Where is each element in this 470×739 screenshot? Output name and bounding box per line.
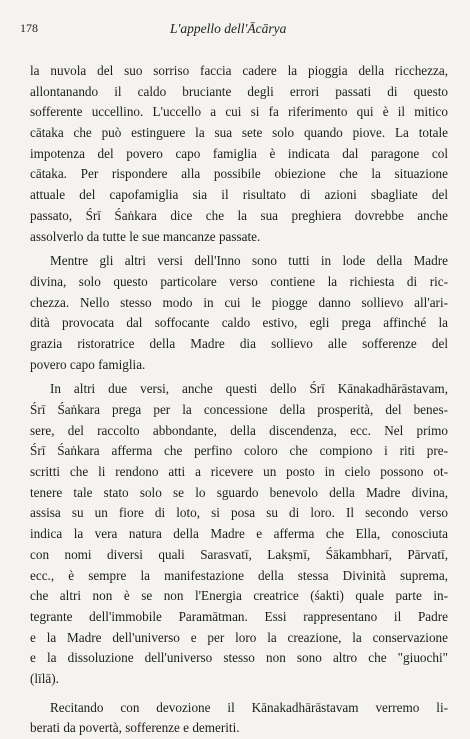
running-head bbox=[20, 21, 444, 39]
text-line: (līlā). bbox=[30, 670, 59, 686]
text-line: Mentre gli altri versi dell'Inno sono tutti in lode della Madre bbox=[50, 253, 448, 269]
text-line: assisa su un fiore di loto, si posa su di loro. Il secondo verso bbox=[30, 505, 448, 521]
text-line: tegrante dell'immobile Paramātman. Essi rappresentano il Padre bbox=[30, 608, 448, 624]
text-line: attuale del capofamiglia sia il risultato di azioni sbagliate del bbox=[30, 187, 448, 203]
body-text bbox=[30, 61, 448, 739]
text-line: grazia ristoratrice della Madre dia sollievo alle sofferenze del bbox=[30, 335, 448, 351]
text-line: chezza. Nello stesso modo in cui le piogge danno sollievo all'ari- bbox=[30, 294, 448, 310]
text-line: Recitando con devozione il Kānakadhārāstavam verremo li- bbox=[50, 699, 448, 715]
text-line: Śrī Śaṅkara afferma che perfino coloro che compiono i riti pre- bbox=[30, 443, 448, 459]
text-line: indica la vera natura della Madre e afferma che Ella, conosciuta bbox=[30, 526, 448, 542]
text-line: e la dissoluzione dell'universo stesso non sono altro che "giuochi" bbox=[30, 650, 448, 666]
text-line: berati da povertà, sofferenze e demeriti. bbox=[30, 720, 240, 736]
text-line: impotenza del povero capo famiglia è indicata dal paragone col bbox=[30, 145, 448, 161]
text-line: sofferente uccellino. L'uccello a cui si fa riferimento qui è il mitico bbox=[30, 104, 448, 120]
text-line: allontanando il caldo bruciante degli errori passati di questo bbox=[30, 83, 448, 99]
text-line: tenere tale stato solo se lo sguardo benevolo della Madre divina, bbox=[30, 484, 448, 500]
page-number: 178 bbox=[20, 21, 38, 35]
paragraph-1 bbox=[30, 61, 448, 247]
paragraph-3 bbox=[30, 379, 448, 689]
text-line: cātaka. Per rispondere alla possibile obiezione che la situazione bbox=[30, 166, 448, 182]
text-line: che altri non è se non l'Energia creatrice (śakti) quale parte in- bbox=[30, 588, 448, 604]
text-line: cātaka che può estinguere la sua sete solo quando piove. La totale bbox=[30, 125, 448, 141]
text-line: povero capo famiglia. bbox=[30, 356, 146, 372]
text-line: con nomi diversi quali Sarasvatī, Lakṣmī, Śākambharī, Pārvatī, bbox=[30, 546, 448, 562]
text-line: la nuvola del suo sorriso faccia cadere la pioggia della ricchezza, bbox=[30, 63, 448, 78]
text-line: dità provocata dal soffocante caldo estivo, egli prega affinché la bbox=[30, 315, 448, 331]
text-line: passato, Śrī Śaṅkara dice che la sua preghiera dovrebbe anche bbox=[30, 207, 448, 223]
text-line: scritti che li rendono atti a ricevere un posto in cielo possono ot- bbox=[30, 464, 448, 480]
text-line: Śrī Śaṅkara prega per la concessione della prosperità, del benes- bbox=[30, 402, 448, 417]
text-line: In altri due versi, anche questi dello Śrī Kānakadhārāstavam, bbox=[50, 381, 448, 397]
text-line: divina, solo questo particolare verso contiene la richiesta di ric- bbox=[30, 273, 448, 289]
running-title: L'appello dell'Ācārya bbox=[170, 21, 287, 36]
text-line: e la Madre dell'universo e per loro la creazione, la conservazione bbox=[30, 629, 448, 645]
text-line: sere, del raccolto abbondante, della discendenza, ecc. Nel primo bbox=[30, 422, 448, 438]
paragraph-4 bbox=[30, 698, 448, 739]
text-line: assolverlo da tutte le sue mancanze passate. bbox=[30, 228, 261, 244]
paragraph-2 bbox=[30, 251, 448, 375]
text-line: ecc., è sempre la manifestazione della stessa Divinità suprema, bbox=[30, 567, 448, 583]
